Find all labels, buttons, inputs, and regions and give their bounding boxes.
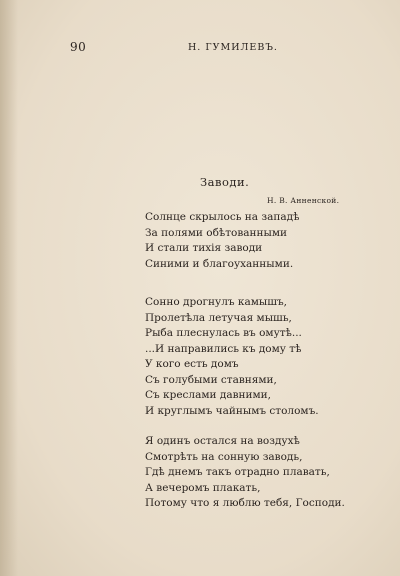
poem-line: У кого есть домъ — [145, 358, 239, 370]
poem-line: И круглымъ чайнымъ столомъ. — [145, 404, 319, 417]
stanza-2 — [145, 295, 319, 419]
poem-title: Заводи. — [200, 175, 250, 189]
poem-line: Я одинъ остался на воздухѣ — [145, 435, 300, 447]
poem-line: Пролетѣла летучая мышь, — [145, 311, 292, 324]
poem-line: Сонно дрогнулъ камышъ, — [145, 296, 288, 308]
poem-line: За полями обѣтованными — [145, 226, 288, 239]
page-number: 90 — [70, 40, 87, 54]
poem-line: Смотрѣть на сонную заводь, — [145, 450, 303, 463]
poem-line: Солнце скрылось на западѣ — [145, 211, 300, 223]
running-head-author: Н. ГУМИЛЕВЪ. — [188, 42, 278, 53]
page-header — [0, 40, 400, 56]
poem-line: Потому что я люблю тебя, Господи. — [145, 497, 345, 509]
poem-line: Съ голубыми ставнями, — [145, 373, 277, 386]
poem-line: Съ креслами давними, — [145, 389, 271, 401]
poem-line: Гдѣ днемъ такъ отрадно плавать, — [145, 466, 330, 478]
poem-line: И стали тихія заводи — [145, 242, 263, 254]
poem-line: ...И направились къ дому тѣ — [145, 342, 302, 355]
stanza-3 — [145, 434, 345, 512]
stanza-1 — [145, 210, 299, 272]
page-spine-shadow — [0, 0, 18, 576]
poem-line: Рыба плеснулась въ омутѣ... — [145, 327, 302, 339]
poem-line: А вечеромъ плакать, — [145, 481, 261, 494]
poem-line: Синими и благоуханными. — [145, 257, 294, 270]
poem-dedication: Н. В. Анненской. — [267, 196, 340, 205]
